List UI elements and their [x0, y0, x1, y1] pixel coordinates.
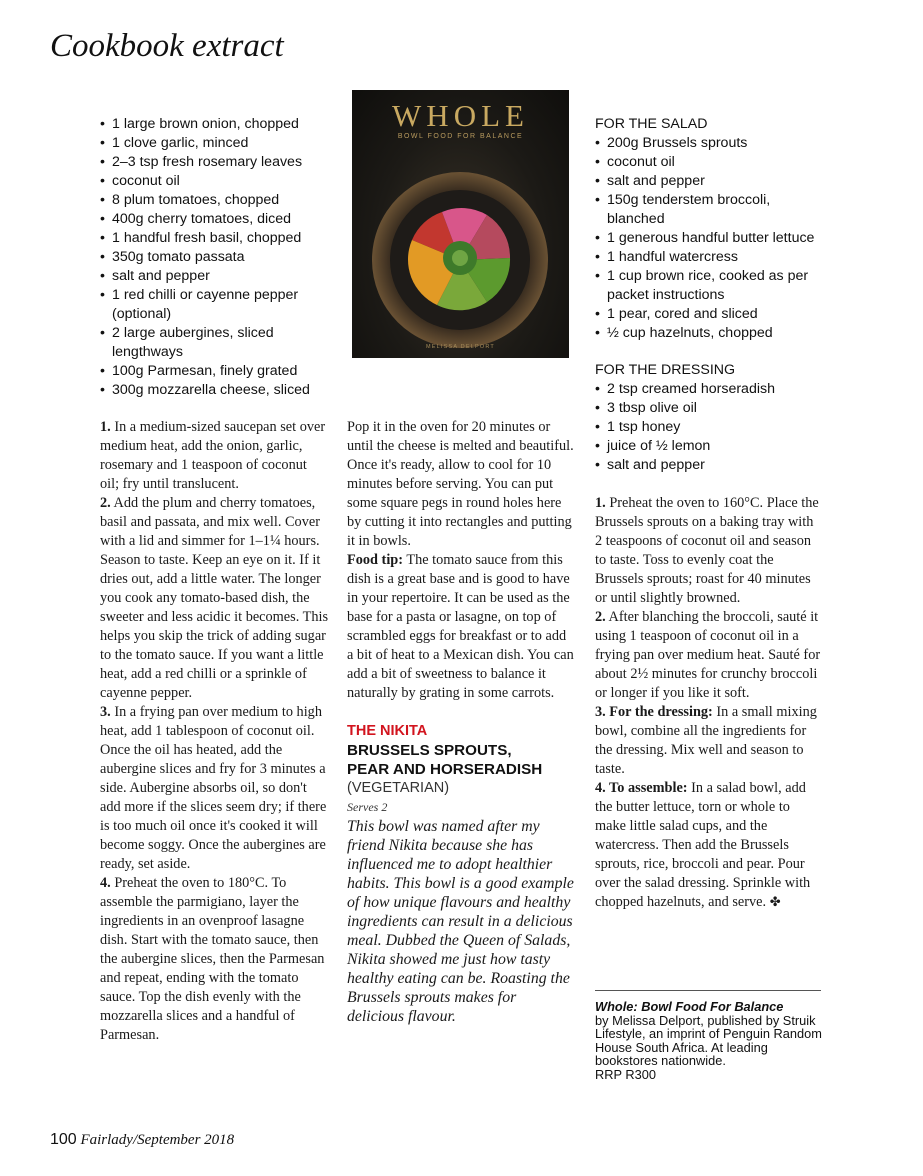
page-folio — [50, 1131, 234, 1149]
recipe-kicker: THE NIKITA — [347, 723, 428, 739]
credit-divider — [595, 990, 821, 991]
cover-title: WHOLE — [392, 98, 529, 133]
ingredient-item: • 2 tsp creamed horseradish — [595, 380, 830, 399]
ingredient-item: • 350g tomato passata — [100, 248, 325, 267]
recipe-vegetarian-tag: (VEGETARIAN) — [347, 780, 450, 796]
ingredient-item: • 1 clove garlic, minced — [100, 134, 325, 153]
ingredient-item: • salt and pepper — [595, 172, 830, 191]
step-4: 4. Preheat the oven to 180°C. To assemble the parmigiano, layer the ingredients in an ovenproof lasagne dish. Start with the tomato sauce, then the aubergine slices, then the Parmesan and repeat, ending with the tomato sauce. Top the dish evenly with the mozzarella slices and a handful of Parmesan. — [100, 875, 325, 1043]
step-4-continued: Pop it in the oven for 20 minutes or until the cheese is melted and beautiful. Once it's ready, allow to cool for 10 minutes before serving. You can put some square pegs in round holes here by cutting it into rectangles and putting it in bowls. — [347, 419, 574, 549]
step-2: 2. Add the plum and cherry tomatoes, basil and passata, and mix well. Cover with a lid and simmer for 1–1¼ hours. Season to taste. Keep an eye on it. If it dries out, add a little water. The longer you cook any tomato-based dish, the sweeter and less acidic it becomes. This helps you skip the trick of adding sugar to the tomato sauce. If you want a little heat, add a red chilli or a sprinkle of cayenne pepper. — [100, 495, 329, 701]
recipe-title-line-2: PEAR AND HORSERADISH — [347, 761, 543, 778]
salad-step-3: 3. For the dressing: In a small mixing bowl, combine all the ingredients for the dressing. Mix well and season to taste. — [595, 704, 817, 777]
salad-heading: FOR THE SALAD — [595, 116, 708, 132]
ingredient-item: • coconut oil — [100, 172, 325, 191]
salad-step-2: 2. After blanching the broccoli, sauté it using 1 teaspoon of coconut oil in a frying pan over medium heat. Sauté for about 2½ minutes for crunchy broccoli or longer if you like it soft. — [595, 609, 821, 701]
credit-price: RRP R300 — [595, 1066, 656, 1082]
ingredient-item: • 8 plum tomatoes, chopped — [100, 191, 325, 210]
ingredient-item: • 2 large aubergines, sliced lengthways — [100, 324, 325, 362]
ingredient-item: • 150g tenderstem broccoli, blanched — [595, 191, 830, 229]
recipe-2-heading — [347, 722, 575, 817]
method-left-column — [100, 418, 329, 1045]
ingredient-item: • 1 tsp honey — [595, 418, 830, 437]
book-credit — [595, 1000, 825, 1082]
ingredient-item: • ½ cup hazelnuts, chopped — [595, 324, 830, 343]
book-cover-image — [352, 90, 569, 358]
end-mark-icon: ✤ — [769, 895, 781, 910]
ingredient-item: • 1 red chilli or cayenne pepper (optional) — [100, 286, 325, 324]
cover-author: MELISSA DELPORT — [426, 344, 495, 350]
ingredient-item: • 1 handful fresh basil, chopped — [100, 229, 325, 248]
ingredient-item: • 3 tbsp olive oil — [595, 399, 830, 418]
ingredient-item: • 1 cup brown rice, cooked as per packet instructions — [595, 267, 830, 305]
salad-dressing-ingredients — [595, 115, 830, 475]
ingredient-item: • 300g mozzarella cheese, sliced — [100, 381, 325, 400]
ingredient-item: • salt and pepper — [100, 267, 325, 286]
recipe-serves: Serves 2 — [347, 800, 388, 814]
credit-text: by Melissa Delport, published by Struik Lifestyle, an imprint of Penguin Random House South Africa. At leading bookstores nationwide. — [595, 1012, 822, 1069]
page-header: Cookbook extract — [50, 28, 284, 64]
magazine-issue: Fairlady/September 2018 — [80, 1132, 235, 1148]
ingredient-item: • 400g cherry tomatoes, diced — [100, 210, 325, 229]
ingredient-item: • 200g Brussels sprouts — [595, 134, 830, 153]
page-number: 100 — [50, 1131, 77, 1148]
ingredient-item: • 1 handful watercress — [595, 248, 830, 267]
ingredient-item: • 1 generous handful butter lettuce — [595, 229, 830, 248]
step-1: 1. In a medium-sized saucepan set over medium heat, add the onion, garlic, rosemary and 1 teaspoon of coconut oil; fry until translucent. — [100, 419, 326, 492]
ingredient-item: • salt and pepper — [595, 456, 830, 475]
method-right-column — [595, 494, 823, 912]
ingredient-item: • 1 large brown onion, chopped — [100, 115, 325, 134]
ingredient-item: • coconut oil — [595, 153, 830, 172]
dressing-heading: FOR THE DRESSING — [595, 362, 736, 378]
ingredient-item: • 100g Parmesan, finely grated — [100, 362, 325, 381]
step-3: 3. In a frying pan over medium to high heat, add 1 tablespoon of coconut oil. Once the oil has heated, add the aubergine slices and fry for 3 minutes a side. Aubergine absorbs oil, so don't add more if the slices seem dry; if there is too much oil once it's cooked it will become soggy. Once the aubergines are ready, set aside. — [100, 704, 327, 872]
recipe-title-line-1: BRUSSELS SPROUTS, — [347, 742, 512, 759]
recipe-intro: This bowl was named after my friend Nikita because she has influenced me to adopt healthier habits. This bowl is a good example of how unique flavours and healthy ingredients can result in a delicious meal. Dubbed the Queen of Salads, Nikita showed me just how tasty healthy eating can be. Roasting the Brussels sprouts makes for delicious flavour. — [347, 818, 574, 1025]
method-middle-column — [347, 418, 575, 1026]
cover-subtitle: BOWL FOOD FOR BALANCE — [397, 133, 524, 140]
ingredients-list — [100, 115, 325, 400]
credit-book-title: Whole: Bowl Food For Balance — [595, 999, 784, 1014]
food-tip: Food tip: The tomato sauce from this dish is a great base and is good to have in your repertoire. It can be used as the base for a pasta or lasagne, on top of scrambled eggs for breakfast or to add a bit of heat to a Mexican dish. You can add a bit of sweetness to balance it naturally by grating in some carrots. — [347, 552, 574, 701]
salad-step-1: 1. Preheat the oven to 160°C. Place the Brussels sprouts on a baking tray with 2 teaspoons of coconut oil and season to taste. Toss to evenly coat the Brussels sprouts; roast for 40 minutes or until slightly browned. — [595, 495, 819, 606]
salad-step-4: 4. To assemble: In a salad bowl, add the butter lettuce, torn or whole to make little salad cups, and the watercress. Then add the Brussels sprouts, rice, broccoli and pear. Pour over the salad dressing. Sprinkle with chopped hazelnuts, and serve. ✤ — [595, 780, 811, 910]
ingredient-item: • 2–3 tsp fresh rosemary leaves — [100, 153, 325, 172]
ingredient-item: • 1 pear, cored and sliced — [595, 305, 830, 324]
ingredient-item: • juice of ½ lemon — [595, 437, 830, 456]
